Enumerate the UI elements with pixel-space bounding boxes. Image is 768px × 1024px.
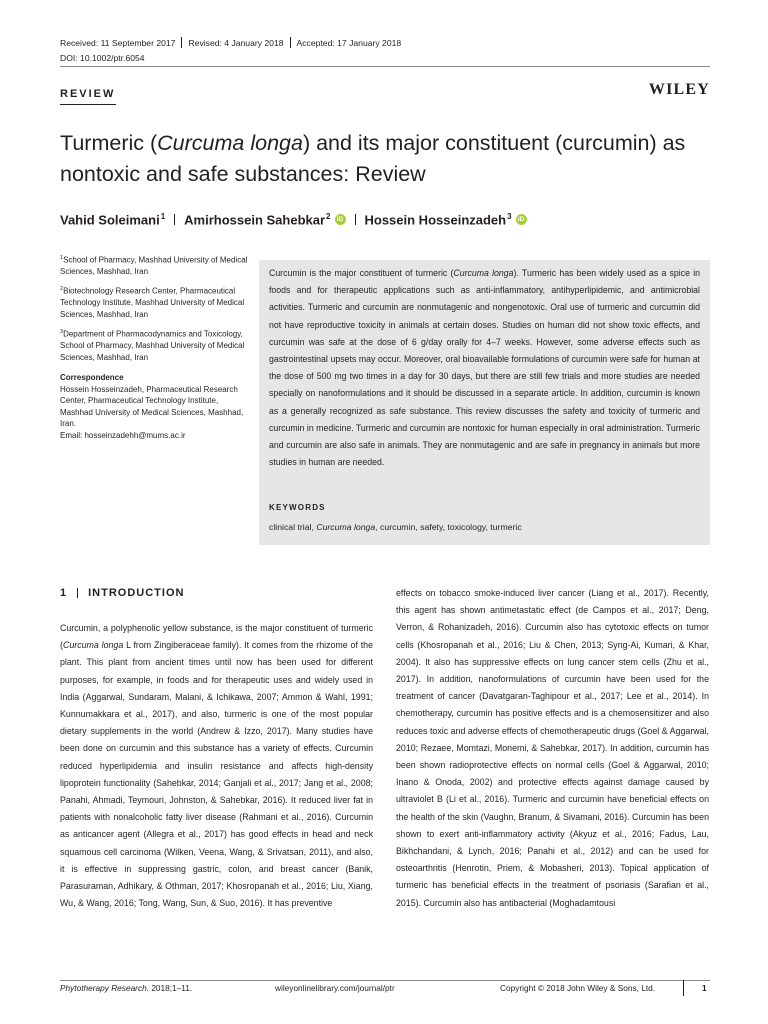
- correspondence-email[interactable]: Email: hosseinzadehh@mums.ac.ir: [60, 430, 186, 440]
- affil-text: Biotechnology Research Center, Pharmaceutical Technology Institute, Mashhad University of Medical Sciences, Mashhad, Iran: [60, 286, 245, 319]
- abstract-text: ). Turmeric has been widely used as a spice in foods and for therapeutic applications such as anti-inflammatory, antihyperlipidemic, and antimicrobial activities. Turmeric and curcumin are nonmutagenic and nongenotoxic. Oral use of turmeric and curcumin did not have reproductive toxicity in animals at certain doses. Studies on human did not show toxic effects, and curcumin was safe at the dose of 6 g/day orally for 4–7 weeks. However, some adverse effects such as gastrointestinal upsets may occur. Moreover, oral bioavailable formulations of curcumin were safe for human at the dose of 500 mg two times in a day for 30 days, but there are still few trials and more studies are needed specially on nanoformulations and it should be discussed in a separate article. In addition, curcumin is known as a generally recognized as safe substance. This review discusses the safety and toxicity of turmeric and curcumin in medicine. Turmeric and curcumin are nontoxic for human especially in oral administration. Turmeric and curcumin are also safe in animals. They are nonmutagenic and are safe in pregnancy in animals but more studies in human are needed.: [269, 268, 700, 468]
- footer-citation: [60, 983, 192, 993]
- article-title: [60, 128, 720, 190]
- title-part: ) and its major constituent (curcumin) as nontoxic and safe substances: Review: [60, 131, 686, 186]
- author[interactable]: [365, 212, 512, 227]
- abstract-species: Curcuma longa: [453, 268, 514, 278]
- author-name: Amirhossein Sahebkar: [184, 212, 326, 228]
- body-text: Curcumin, a polyphenolic yellow substance, is the major constituent of turmeric (: [60, 623, 373, 651]
- date-divider: [181, 37, 182, 48]
- orcid-icon[interactable]: iD: [335, 214, 346, 225]
- author-affil-mark: 2: [326, 212, 331, 221]
- author-name: Vahid Soleimani: [60, 212, 160, 228]
- footer-copyright: Copyright © 2018 John Wiley & Sons, Ltd.: [500, 983, 656, 993]
- article-type: REVIEW: [60, 88, 116, 100]
- section-heading: [60, 587, 184, 599]
- author[interactable]: [60, 212, 165, 227]
- body-column-left: [60, 620, 373, 912]
- author-divider: [174, 214, 175, 225]
- affiliation: [60, 284, 250, 320]
- author-list: [60, 212, 527, 227]
- keyword-species: Curcuma longa: [316, 522, 376, 532]
- accepted-date: Accepted: 17 January 2018: [296, 37, 402, 48]
- title-part: Turmeric (: [60, 131, 158, 155]
- affil-mark: 3: [60, 329, 64, 335]
- keyword-text: , curcumin, safety, toxicology, turmeric: [375, 522, 522, 532]
- received-date: Received: 11 September 2017: [60, 37, 176, 48]
- article-type-underline: [60, 104, 116, 105]
- header-rule: [60, 66, 710, 67]
- body-species: Curcuma longa: [62, 640, 124, 651]
- author-divider: [355, 214, 356, 225]
- publisher-logo: WILEY: [648, 81, 710, 98]
- section-number: 1: [60, 587, 68, 599]
- author[interactable]: [184, 212, 330, 227]
- date-divider: [290, 37, 291, 48]
- body-text: L from Zingiberaceae family). It comes from the rhizome of the plant. This plant from ancient times until now has been used for different purposes, for example, in foods and for therapeutic uses and widely used in India (Aggarwal, Sundaram, Malani, & Ichikawa, 2007; Ammon & Wahl, 1991; Kunnumakkara et al., 2017), and also, turmeric is one of the most popular dietary supplements in the world (Andrew & Izzo, 2017). Many studies have been done on curcumin and this substance has a variety of effects. Curcumin reduced hyperlipidemia and insulin resistance and affects high-density lipoprotein functionality (Sahebkar, 2014; Ganjali et al., 2017; Jang et al., 2008; Panahi, Ahmadi, Teymouri, Johnston, & Sahebkar, 2016). It reduced liver fat in patients with nonalcoholic fatty liver disease (Rahmani et al., 2016). Curcumin as anticancer agent (Allegra et al., 2017) has good effects in head and neck squamous cell carcinoma (Wilken, Veena, Wang, & Srivatsan, 2011), and also, it is effective in suppressing gastric, colon, and breast cancer (Banik, Parasuraman, Adhikary, & Othman, 2017; Khosropanah et al., 2016; Liu, Xiang, Wu, & Wang, 2016; Tong, Wang, Sun, & Suo, 2016). It has preventive: [60, 640, 373, 909]
- correspondence-address: Hossein Hosseinzadeh, Pharmaceutical Research Center, Pharmaceutical Technology Institute, Mashhad University of Medical Sciences, Mashhad, Iran.: [60, 384, 244, 428]
- footer-url[interactable]: wileyonlinelibrary.com/journal/ptr: [275, 983, 395, 993]
- abstract-text: Curcumin is the major constituent of turmeric (: [269, 268, 454, 278]
- correspondence: [60, 372, 250, 441]
- abstract: [269, 265, 700, 471]
- footer-rule: [60, 980, 710, 981]
- journal-name: Phytotherapy Research.: [60, 983, 150, 993]
- keyword-text: clinical trial,: [269, 522, 317, 532]
- revised-date: Revised: 4 January 2018: [188, 37, 284, 48]
- body-column-right: effects on tobacco smoke-induced liver cancer (Liang et al., 2017). Recently, this agent has shown antimetastatic effect (de Campos et al., 2017; Deng, Verron, & Rohanizadeh, 2016). Curcumin also has cytotoxic effects on tumor cells (Khosropanah et al., 2016; Liu & Chen, 2013; Syng-Ai, Kumari, & Khar, 2004). It also has suppressive effects on lung cancer stem cells (Zhu et al., 2017). In addition, nanoformulations of curcumin have been used for the treatment of cancer (Davatgaran-Taghipour et al., 2017; Lee et al., 2014). In chemotherapy, curcumin has positive effects and is a chemosensitizer and also reduces toxic and adverse effects of chemotherapeutic drugs (Goel & Aggarwal, 2010; Rezaee, Momtazi, Monemi, & Sahebkar, 2017). In addition, curcumin has been shown radioprotective effects on normal cells (Goel & Aggarwal, 2010; Inano & Onoda, 2002) and protective effects against damage caused by ultraviolet B (Li et al., 2016). Turmeric and curcumin have beneficial effects on the health of the skin (Vaughn, Branum, & Sivamani, 2016). Curcumin has been shown to exert anti-inflammatory activity (Akyuz et al., 2016; Fadus, Lau, Bikhchandani, & Lynch, 2016; Panahi et al., 2012) and can be used for osteoarthritis (Henrotin, Priem, & Mobasheri, 2013). Topical application of turmeric has beneficial effects in the treatment of psoriasis (Sarafian et al., 2015). Curcumin also has antibacterial (Moghadamtousi: [396, 588, 709, 908]
- article-dates: [60, 37, 401, 48]
- footer-divider: [683, 980, 684, 996]
- title-species: Curcuma longa: [157, 131, 303, 155]
- orcid-icon[interactable]: iD: [516, 214, 527, 225]
- author-name: Hossein Hosseinzadeh: [364, 212, 507, 228]
- affil-text: Department of Pharmacodynamics and Toxicology, School of Pharmacy, Mashhad University of Medical Sciences, Mashhad, Iran: [60, 329, 245, 362]
- author-affil-mark: 1: [160, 212, 166, 221]
- affiliation: [60, 253, 250, 278]
- correspondence-heading: Correspondence: [60, 373, 124, 382]
- page-number: 1: [702, 983, 707, 993]
- section-title: INTRODUCTION: [88, 587, 185, 599]
- author-affil-mark: 3: [507, 212, 512, 221]
- affil-mark: 2: [60, 286, 64, 292]
- affil-text: School of Pharmacy, Mashhad University of Medical Sciences, Mashhad, Iran: [60, 255, 248, 277]
- affiliation: [60, 327, 250, 363]
- section-divider: [77, 588, 78, 598]
- keywords-heading: KEYWORDS: [269, 503, 326, 512]
- affil-mark: 1: [60, 255, 64, 261]
- journal-year-pages: 2018;1–11.: [149, 983, 193, 993]
- keywords-list: [269, 522, 522, 532]
- doi[interactable]: DOI: 10.1002/ptr.6054: [60, 53, 145, 63]
